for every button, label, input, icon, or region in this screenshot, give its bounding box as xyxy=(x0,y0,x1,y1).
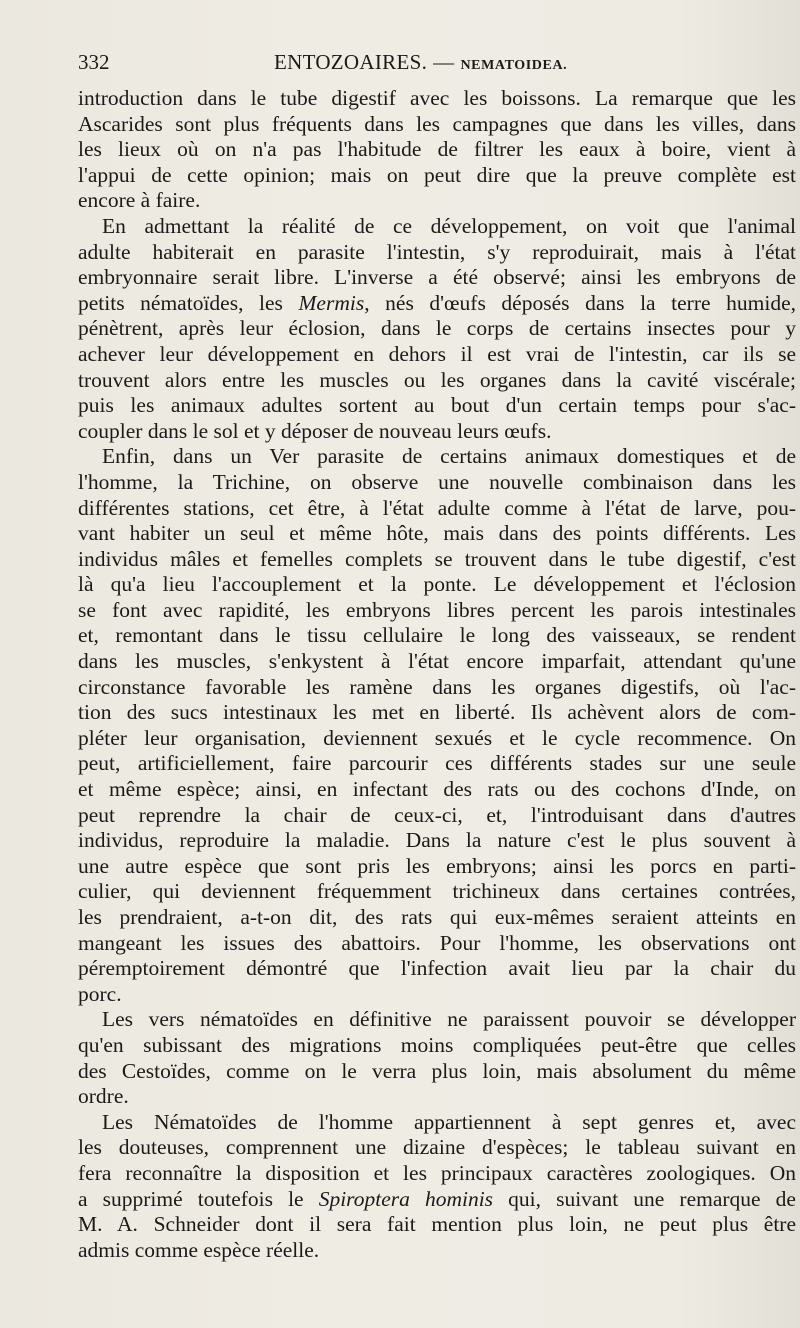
text-line: peut, artificiellement, faire parcourir ces différents stades sur une seule xyxy=(78,751,796,776)
text-line: qu'en subissant des migrations moins compliquées peut-être que celles xyxy=(78,1032,796,1057)
text-line: mangeant les issues des abattoirs. Pour l'homme, les observations ont xyxy=(78,930,796,955)
text-line xyxy=(78,1187,796,1213)
text-line: En admettant la réalité de ce développement, on voit que l'animal xyxy=(102,213,796,238)
text-line: admis comme espèce réelle. xyxy=(78,1237,320,1262)
running-title xyxy=(274,50,567,75)
text-line: culier, qui deviennent fréquemment trichineux dans certaines contrées, xyxy=(78,879,796,904)
text-line: et même espèce; ainsi, en infectant des rats ou des cochons d'Inde, on xyxy=(78,777,796,802)
text-line: une autre espèce que sont pris les embryons; ainsi les porcs en parti- xyxy=(78,853,796,878)
italic-term: Mermis xyxy=(298,290,365,315)
page-number: 332 xyxy=(78,50,110,74)
text-line: péremptoirement démontré que l'infection avait lieu par la chair du xyxy=(78,956,796,981)
text-line: tion des sucs intestinaux les met en liberté. Ils achèvent alors de com- xyxy=(78,700,796,725)
title-dash: — xyxy=(433,50,455,74)
text-line: Les Nématoïdes de l'homme appartiennent à sept genres et, avec xyxy=(102,1109,796,1134)
text-line xyxy=(78,291,796,317)
text-line: puis les animaux adultes sortent au bout d'un certain temps pour s'ac- xyxy=(78,393,796,418)
text-run: a supprimé toutefois le xyxy=(78,1186,319,1211)
text-line: vant habiter un seul et même hôte, mais dans des points différents. Les xyxy=(78,521,796,546)
text-line: porc. xyxy=(78,981,122,1006)
text-line: Ascarides sont plus fréquents dans les campagnes que dans les villes, dans xyxy=(78,111,796,136)
text-line: là qu'a lieu l'accouplement et la ponte. Le développement et l'éclosion xyxy=(78,572,796,597)
text-line: Les vers nématoïdes en définitive ne paraissent pouvoir se développer xyxy=(102,1007,796,1032)
text-line: se font avec rapidité, les embryons libres percent les parois intestinales xyxy=(78,597,796,622)
italic-term: Spiroptera hominis xyxy=(318,1186,494,1211)
text-line: individus mâles et femelles complets se trouvent dans le tube digestif, c'est xyxy=(78,546,796,571)
text-line: embryonnaire serait libre. L'inverse a été observé; ainsi les embryons de xyxy=(78,265,796,290)
text-line: Enfin, dans un Ver parasite de certains animaux domestiques et de xyxy=(102,444,796,469)
text-line: pénètrent, après leur éclosion, dans le corps de certains insectes pour y xyxy=(78,316,796,341)
text-line: fera reconnaître la disposition et les principaux caractères zoologiques. On xyxy=(78,1160,796,1185)
text-line: individus, reproduire la maladie. Dans la nature c'est le plus souvent à xyxy=(78,828,796,853)
section-title: NEMATOIDEA. xyxy=(460,58,568,73)
text-line: encore à faire. xyxy=(78,188,201,213)
text-line: l'homme, la Trichine, on observe une nouvelle combinaison dans les xyxy=(78,469,796,494)
text-line: les douteuses, comprennent une dizaine d'espèces; le tableau suivant en xyxy=(78,1135,796,1160)
text-line: adulte habiterait en parasite l'intestin, s'y reproduirait, mais à l'état xyxy=(78,239,796,264)
text-line: dans les muscles, s'enkystent à l'état encore imparfait, attendant qu'une xyxy=(78,649,796,674)
text-line: des Cestoïdes, comme on le verra plus loin, mais absolument du même xyxy=(78,1058,796,1083)
chapter-title: ENTOZOAIRES. xyxy=(274,50,428,74)
text-line: M. A. Schneider dont il sera fait mention plus loin, ne peut plus être xyxy=(78,1212,796,1237)
text-line: et, remontant dans le tissu cellulaire le long des vaisseaux, se rendent xyxy=(78,623,796,648)
text-run: , nés d'œufs déposés dans la terre humide, xyxy=(364,290,796,315)
text-line: coupler dans le sol et y déposer de nouveau leurs œufs. xyxy=(78,418,552,443)
text-line: l'appui de cette opinion; mais on peut dire que la preuve complète est xyxy=(78,162,796,187)
text-line: pléter leur organisation, deviennent sexués et le cycle recommence. On xyxy=(78,725,796,750)
text-line: introduction dans le tube digestif avec les boissons. La remarque que les xyxy=(78,86,796,110)
text-line: les prendraient, a-t-on dit, des rats qui eux-mêmes seraient atteints en xyxy=(78,905,796,929)
text-line: ordre. xyxy=(78,1084,129,1109)
text-run: petits nématoïdes, les xyxy=(78,290,299,315)
text-line: achever leur développement en dehors il est vrai de l'intestin, car ils se xyxy=(78,341,796,366)
body-text xyxy=(78,86,796,1263)
running-header xyxy=(78,50,756,80)
text-line: trouvent alors entre les muscles ou les organes dans la cavité viscérale; xyxy=(78,367,796,392)
text-line: différentes stations, cet être, à l'état adulte comme à l'état de larve, pou- xyxy=(78,495,796,520)
text-line: les lieux où on n'a pas l'habitude de filtrer les eaux à boire, vient à xyxy=(78,137,796,162)
text-run: qui, suivant une remarque de xyxy=(493,1186,796,1211)
text-line: peut reprendre la chair de ceux-ci, et, l'introduisant dans d'autres xyxy=(78,802,796,827)
text-line: circonstance favorable les ramène dans les organes digestifs, où l'ac- xyxy=(78,674,796,699)
